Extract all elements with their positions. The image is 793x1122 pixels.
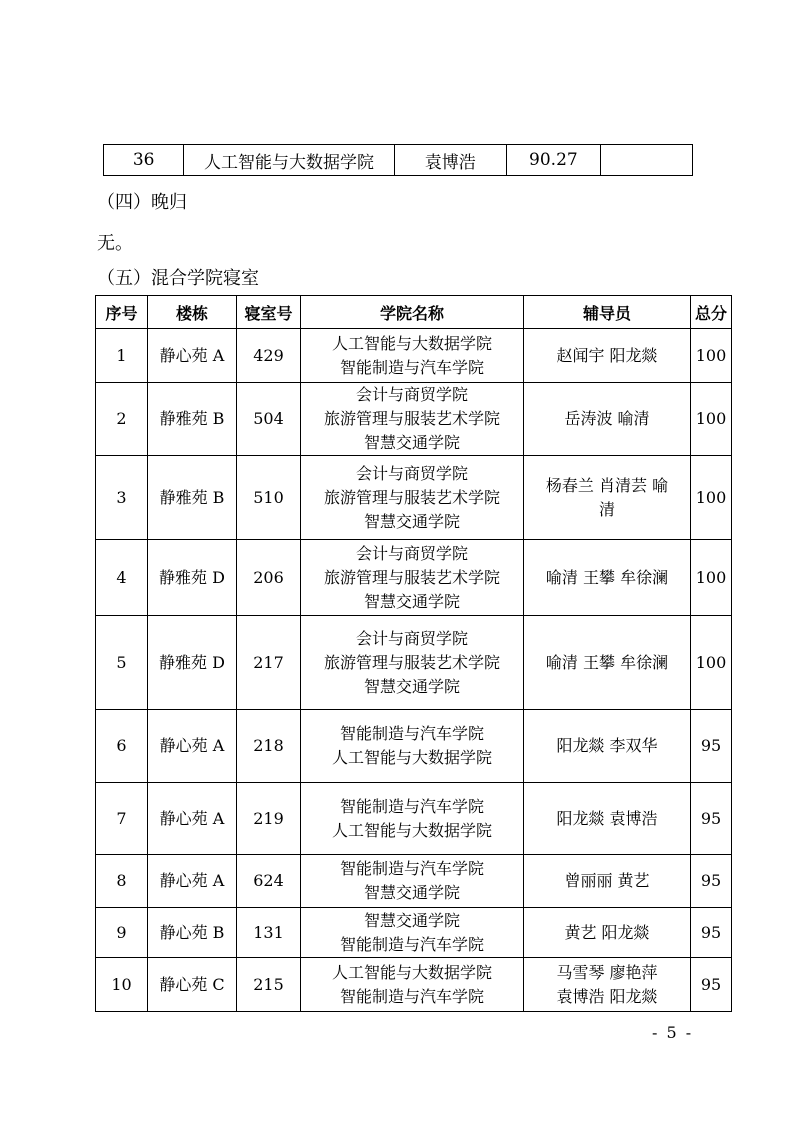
table-row — [96, 958, 732, 1012]
cell-seq: 4 — [96, 540, 148, 616]
table-row — [96, 456, 732, 540]
college-name: 智能制造与汽车学院 — [339, 724, 484, 743]
cell-score: 95 — [691, 958, 732, 1012]
cell-building: 静雅苑 B — [148, 383, 237, 456]
cell-room: 429 — [237, 329, 301, 383]
counselor-names: 喻清 王攀 牟徐澜 — [545, 652, 669, 672]
cell-colleges — [301, 710, 524, 783]
cell-counselors — [524, 456, 691, 540]
cell-room: 504 — [237, 383, 301, 456]
cell-colleges — [301, 616, 524, 710]
cell-room: 219 — [237, 783, 301, 855]
cell-room: 217 — [237, 616, 301, 710]
counselor-names: 岳涛波 喻清 — [564, 409, 650, 428]
table-row — [104, 145, 693, 176]
table-row — [96, 783, 732, 855]
college-name: 智能制造与汽车学院 — [339, 357, 484, 377]
cell-room: 206 — [237, 540, 301, 616]
college-name: 人工智能与大数据学院 — [331, 962, 492, 982]
counselor-names: 黄艺 阳龙燚 — [564, 922, 650, 942]
cell-counselors — [524, 616, 691, 710]
cell-seq: 5 — [96, 616, 148, 710]
cell-building: 静心苑 C — [148, 958, 237, 1012]
cell-score: 95 — [691, 908, 732, 958]
cell-seq: 10 — [96, 958, 148, 1012]
cell-building: 静雅苑 D — [148, 540, 237, 616]
college-name: 旅游管理与服装艺术学院 — [323, 652, 500, 672]
cell-score: 100 — [691, 383, 732, 456]
cell-colleges — [301, 383, 524, 456]
cell-counselors — [524, 783, 691, 855]
continued-score-table — [103, 144, 693, 176]
cell-counselors — [524, 855, 691, 908]
cell-building: 静心苑 A — [148, 855, 237, 908]
cell-seq: 2 — [96, 383, 148, 456]
college-name: 旅游管理与服装艺术学院 — [323, 567, 500, 587]
cell-score: 100 — [691, 616, 732, 710]
mixed-college-dorm-table — [95, 295, 732, 1012]
college-name: 会计与商贸学院 — [355, 463, 468, 483]
college-name: 人工智能与大数据学院 — [184, 145, 395, 176]
cell-seq: 8 — [96, 855, 148, 908]
college-name: 人工智能与大数据学院 — [331, 820, 492, 840]
cell-counselors — [524, 710, 691, 783]
cell-score: 100 — [691, 329, 732, 383]
cell-colleges — [301, 958, 524, 1012]
section-content-none: 无。 — [97, 233, 133, 254]
cell-counselors — [524, 958, 691, 1012]
section-heading-late-return: （四）晚归 — [97, 192, 187, 213]
cell-room: 624 — [237, 855, 301, 908]
college-name: 智慧交通学院 — [363, 910, 460, 930]
cell-building: 静心苑 B — [148, 908, 237, 958]
college-name: 会计与商贸学院 — [355, 385, 468, 404]
counselor-names: 曾丽丽 黄艺 — [564, 871, 650, 890]
cell-colleges — [301, 329, 524, 383]
counselor-names: 袁博浩 阳龙燚 — [556, 986, 658, 1006]
cell-room: 218 — [237, 710, 301, 783]
counselor-name: 袁博浩 — [394, 145, 506, 176]
cell-room: 215 — [237, 958, 301, 1012]
table-row — [96, 540, 732, 616]
cell-seq: 9 — [96, 908, 148, 958]
cell-building: 静心苑 A — [148, 329, 237, 383]
cell-score: 100 — [691, 456, 732, 540]
header-seq: 序号 — [96, 296, 148, 329]
header-college: 学院名称 — [301, 296, 524, 329]
cell-colleges — [301, 783, 524, 855]
table-row — [96, 616, 732, 710]
cell-score: 100 — [691, 540, 732, 616]
header-room: 寝室号 — [237, 296, 301, 329]
header-building: 楼栋 — [148, 296, 237, 329]
college-name: 智慧交通学院 — [363, 511, 460, 531]
cell-score: 95 — [691, 710, 732, 783]
college-name: 智慧交通学院 — [363, 883, 460, 902]
college-name: 智慧交通学院 — [363, 676, 460, 696]
counselor-names: 杨春兰 肖清芸 喻 — [545, 475, 669, 495]
cell-building: 静雅苑 D — [148, 616, 237, 710]
table-row — [96, 855, 732, 908]
college-name: 智慧交通学院 — [363, 433, 460, 452]
college-name: 智能制造与汽车学院 — [339, 796, 484, 816]
header-counselor: 辅导员 — [524, 296, 691, 329]
college-name: 人工智能与大数据学院 — [331, 748, 492, 767]
cell-counselors — [524, 329, 691, 383]
college-name: 旅游管理与服装艺术学院 — [323, 487, 500, 507]
row-number: 36 — [104, 145, 184, 176]
counselor-names: 阳龙燚 袁博浩 — [556, 808, 658, 828]
college-name: 会计与商贸学院 — [355, 628, 468, 648]
cell-seq: 3 — [96, 456, 148, 540]
college-name: 智慧交通学院 — [363, 591, 460, 611]
counselor-names: 赵闻宇 阳龙燚 — [556, 345, 658, 365]
page-number: - 5 - — [652, 1023, 694, 1042]
cell-counselors — [524, 383, 691, 456]
cell-counselors — [524, 908, 691, 958]
header-score: 总分 — [691, 296, 732, 329]
table-header-row — [96, 296, 732, 329]
college-name: 人工智能与大数据学院 — [331, 333, 492, 353]
section-heading-mixed-dorms: （五）混合学院寝室 — [97, 268, 259, 289]
cell-score: 95 — [691, 783, 732, 855]
counselor-names: 阳龙燚 李双华 — [556, 736, 658, 755]
cell-score: 95 — [691, 855, 732, 908]
cell-seq: 7 — [96, 783, 148, 855]
cell-room: 131 — [237, 908, 301, 958]
cell-room: 510 — [237, 456, 301, 540]
score: 90.27 — [506, 145, 600, 176]
cell-colleges — [301, 456, 524, 540]
cell-building: 静心苑 A — [148, 710, 237, 783]
table-row — [96, 710, 732, 783]
college-name: 旅游管理与服装艺术学院 — [323, 409, 500, 428]
cell-colleges — [301, 908, 524, 958]
cell-seq: 6 — [96, 710, 148, 783]
cell-building: 静心苑 A — [148, 783, 237, 855]
college-name: 智能制造与汽车学院 — [339, 859, 484, 878]
table-body — [96, 329, 732, 1012]
college-name: 智能制造与汽车学院 — [339, 986, 484, 1006]
table-row — [96, 329, 732, 383]
cell-counselors — [524, 540, 691, 616]
counselor-names: 马雪琴 廖艳萍 — [556, 962, 658, 982]
table-row — [96, 908, 732, 958]
college-name: 会计与商贸学院 — [355, 543, 468, 563]
empty-cell — [601, 145, 693, 176]
cell-seq: 1 — [96, 329, 148, 383]
table-row — [96, 383, 732, 456]
counselor-names: 清 — [598, 499, 615, 519]
counselor-names: 喻清 王攀 牟徐澜 — [545, 567, 669, 587]
cell-colleges — [301, 540, 524, 616]
cell-building: 静雅苑 B — [148, 456, 237, 540]
college-name: 智能制造与汽车学院 — [339, 934, 484, 954]
cell-colleges — [301, 855, 524, 908]
